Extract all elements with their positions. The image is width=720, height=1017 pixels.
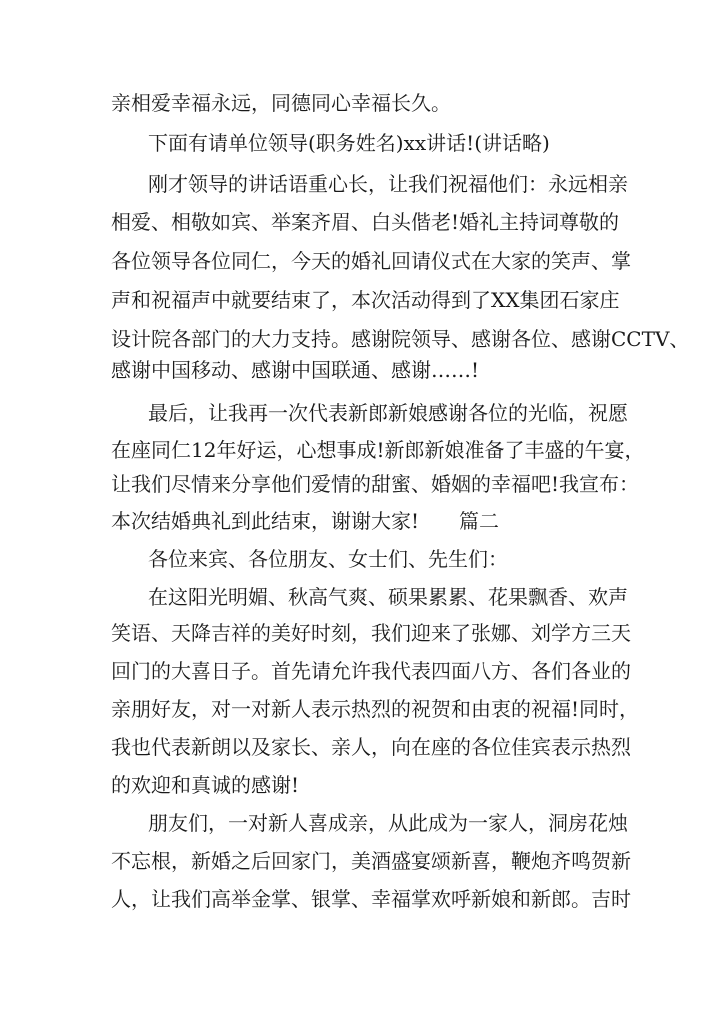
text-line: 感谢中国移动、感谢中国联通、感谢……! bbox=[111, 358, 480, 382]
text-line: 亲朋好友，对一对新人表示热烈的祝贺和由衷的祝福!同时， bbox=[111, 697, 640, 721]
text-line: 本次结婚典礼到此结束，谢谢大家! 篇二 bbox=[111, 509, 500, 533]
text-line: 朋友们，一对新人喜成亲，从此成为一家人，洞房花烛 bbox=[148, 811, 628, 835]
text-line: 刚才领导的讲话语重心长，让我们祝福他们：永远相亲 bbox=[148, 172, 628, 196]
text-line: 声和祝福声中就要结束了，本次活动得到了XX集团石家庄 bbox=[111, 288, 620, 312]
text-line: 亲相爱幸福永远，同德同心幸福长久。 bbox=[111, 91, 451, 115]
text-line: 的欢迎和真诚的感谢! bbox=[111, 773, 300, 797]
text-line: 不忘根，新婚之后回家门，美酒盛宴颂新喜，鞭炮齐鸣贺新 bbox=[111, 849, 631, 873]
text-line: 设计院各部门的大力支持。感谢院领导、感谢各位、感谢CCTV、 bbox=[111, 327, 690, 351]
text-line: 相爱、相敬如宾、举案齐眉、白头偕老!婚礼主持词尊敬的 bbox=[111, 210, 620, 234]
text-line: 笑语、天降吉祥的美好时刻，我们迎来了张娜、刘学方三天 bbox=[111, 621, 631, 645]
text-line: 各位领导各位同仁，今天的婚礼回请仪式在大家的笑声、掌 bbox=[111, 249, 631, 273]
text-line: 在这阳光明媚、秋高气爽、硕果累累、花果飘香、欢声 bbox=[148, 585, 628, 609]
text-line: 下面有请单位领导(职务姓名)xx讲话!(讲话略) bbox=[148, 131, 550, 155]
text-line: 回门的大喜日子。首先请允许我代表四面八方、各们各业的 bbox=[111, 659, 631, 683]
text-line: 各位来宾、各位朋友、女士们、先生们： bbox=[148, 547, 508, 571]
text-line: 让我们尽情来分享他们爱情的甜蜜、婚姻的幸福吧!我宣布： bbox=[111, 472, 640, 496]
text-line: 最后，让我再一次代表新郎新娘感谢各位的光临，祝愿 bbox=[148, 401, 628, 425]
text-line: 在座同仁12年好运，心想事成!新郎新娘准备了丰盛的午宴， bbox=[111, 438, 645, 462]
text-line: 我也代表新朗以及家长、亲人，向在座的各位佳宾表示热烈 bbox=[111, 735, 631, 759]
text-line: 人，让我们高举金掌、银掌、幸福掌欢呼新娘和新郎。吉时 bbox=[111, 887, 631, 911]
